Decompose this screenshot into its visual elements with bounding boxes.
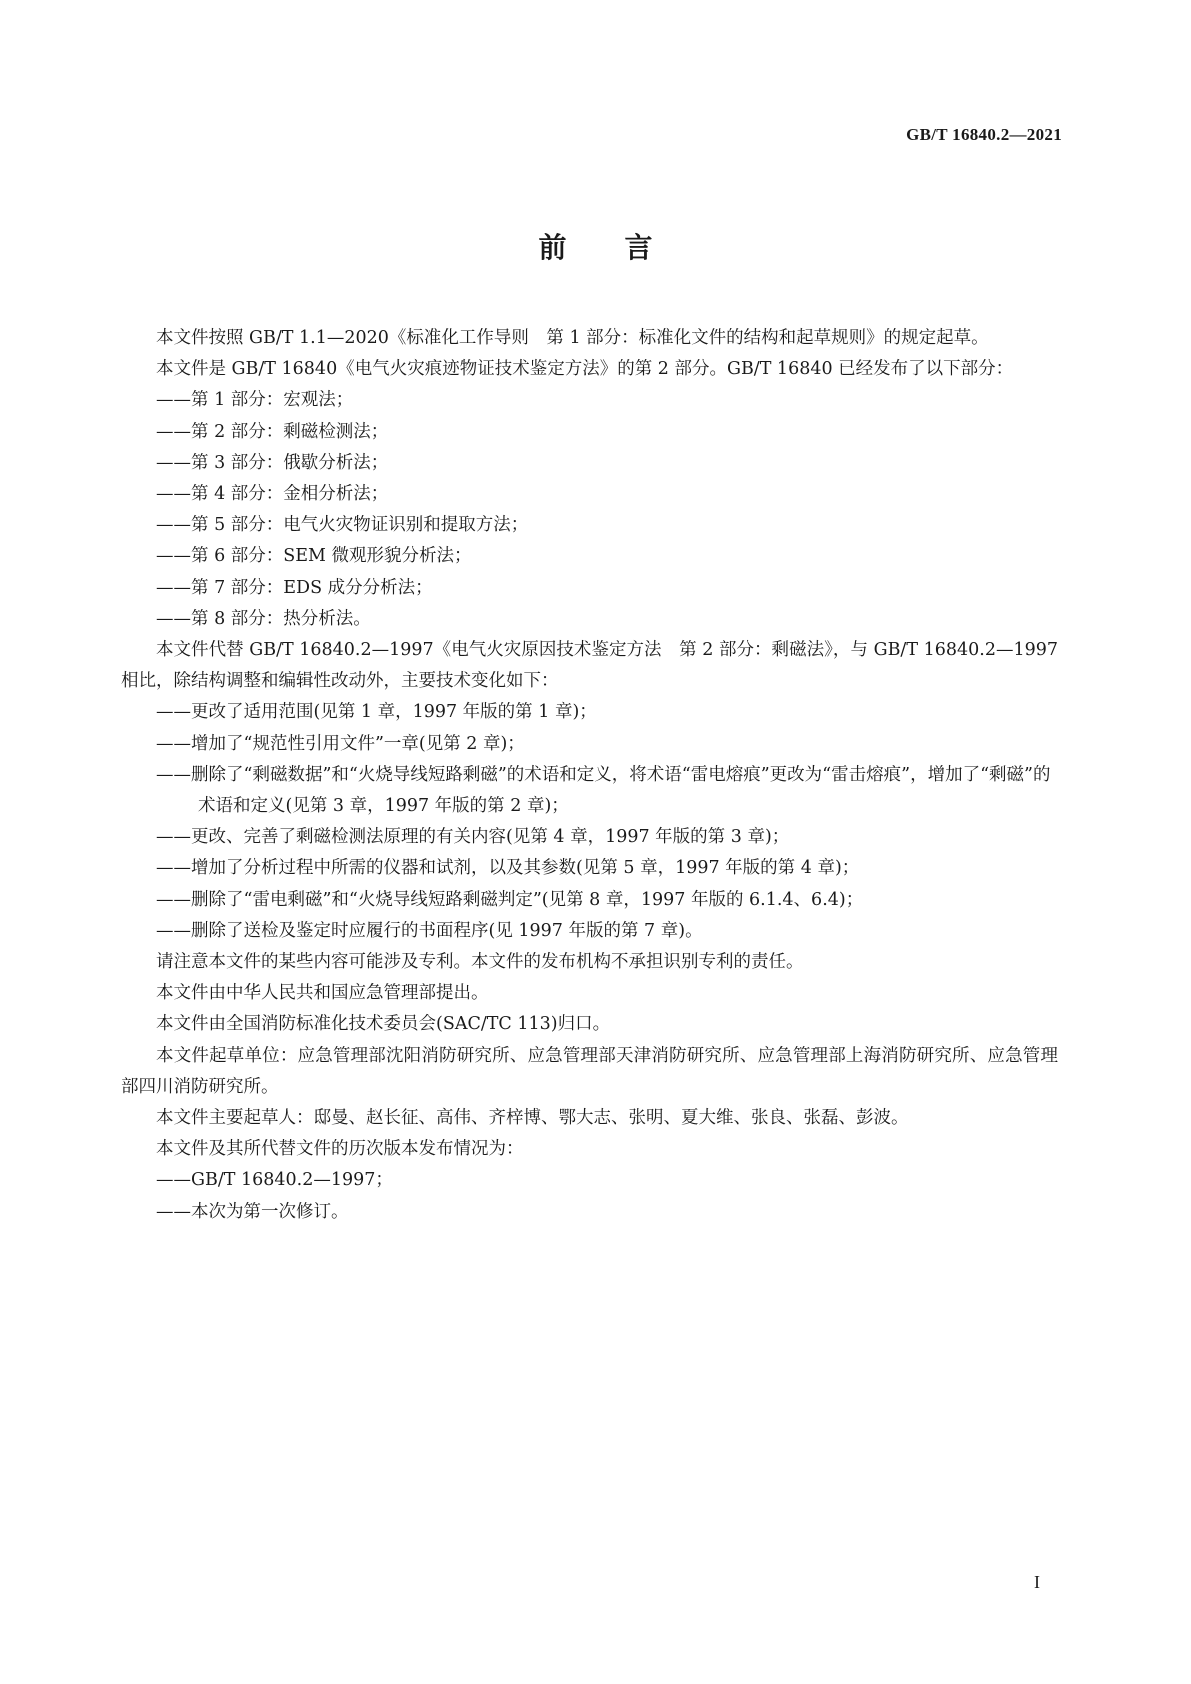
- list-item-history: ——GB/T 16840.2—1997；: [156, 1170, 393, 1191]
- list-item-part: ——第 3 部分：俄歇分析法；: [156, 452, 389, 473]
- list-item-part: ——第 8 部分：热分析法。: [156, 608, 371, 629]
- list-item-change: ——更改、完善了剩磁检测法原理的有关内容(见第 4 章，1997 年版的第 3 章)；: [156, 827, 790, 848]
- list-item-part: ——第 4 部分：金相分析法；: [156, 484, 389, 505]
- list-item-part: ——第 1 部分：宏观法；: [156, 390, 354, 411]
- page-title: 前言: [538, 231, 711, 264]
- paragraph-replacement: 本文件代替 GB/T 16840.2—1997《电气火灾原因技术鉴定方法 第 2 部分：剩磁法》，与 GB/T 16840.2—1997 相比，除结构调整和编辑性改动外，主要技术变化如下：: [121, 640, 1058, 692]
- page-number: I: [1034, 1572, 1040, 1592]
- paragraph-version-history: 本文件及其所代替文件的历次版本发布情况为：: [156, 1139, 524, 1160]
- paragraph-patent-notice: 请注意本文件的某些内容可能涉及专利。本文件的发布机构不承担识别专利的责任。: [156, 952, 804, 973]
- paragraph-proposer: 本文件由中华人民共和国应急管理部提出。: [156, 983, 489, 1004]
- paragraph-series-intro: 本文件是 GB/T 16840《电气火灾痕迹物证技术鉴定方法》的第 2 部分。GB/T 16840 已经发布了以下部分：: [156, 359, 1014, 380]
- list-item-change: ——更改了适用范围(见第 1 章，1997 年版的第 1 章)；: [156, 702, 597, 723]
- paragraph-drafters: 本文件主要起草人：邸曼、赵长征、高伟、齐梓博、鄂大志、张明、夏大维、张良、张磊、彭波。: [156, 1108, 909, 1129]
- list-item-history: ——本次为第一次修订。: [156, 1201, 349, 1222]
- paragraph-drafting-rules: 本文件按照 GB/T 1.1—2020《标准化工作导则 第 1 部分：标准化文件的结构和起草规则》的规定起草。: [156, 328, 989, 348]
- document-code: GB/T 16840.2—2021: [906, 125, 1062, 144]
- foreword-body: [121, 323, 1058, 1228]
- paragraph-committee: 本文件由全国消防标准化技术委员会(SAC/TC 113)归口。: [156, 1014, 611, 1035]
- list-item-change: ——增加了分析过程中所需的仪器和试剂，以及其参数(见第 5 章，1997 年版的第 4 章)；: [156, 858, 860, 879]
- paragraph-drafting-units: 本文件起草单位：应急管理部沈阳消防研究所、应急管理部天津消防研究所、应急管理部上海消防研究所、应急管理部四川消防研究所。: [121, 1045, 1058, 1097]
- list-item-change: ——增加了“规范性引用文件”一章(见第 2 章)；: [156, 733, 525, 754]
- list-item-change: ——删除了“剩磁数据”和“火烧导线短路剩磁”的术语和定义，将术语“雷电熔痕”更改为“雷击熔痕”，增加了“剩磁”的术语和定义(见第 3 章，1997 年版的第 2 章)；: [156, 764, 1051, 817]
- list-item-change: ——删除了送检及鉴定时应履行的书面程序(见 1997 年版的第 7 章)。: [156, 920, 703, 941]
- list-item-change: ——删除了“雷电剩磁”和“火烧导线短路剩磁判定”(见第 8 章，1997 年版的 6.1.4、6.4)；: [156, 889, 864, 910]
- list-item-part: ——第 7 部分：EDS 成分分析法；: [156, 577, 433, 598]
- list-item-part: ——第 2 部分：剩磁检测法；: [156, 421, 389, 442]
- list-item-part: ——第 5 部分：电气火灾物证识别和提取方法；: [156, 515, 529, 536]
- list-item-part: ——第 6 部分：SEM 微观形貌分析法；: [156, 546, 472, 567]
